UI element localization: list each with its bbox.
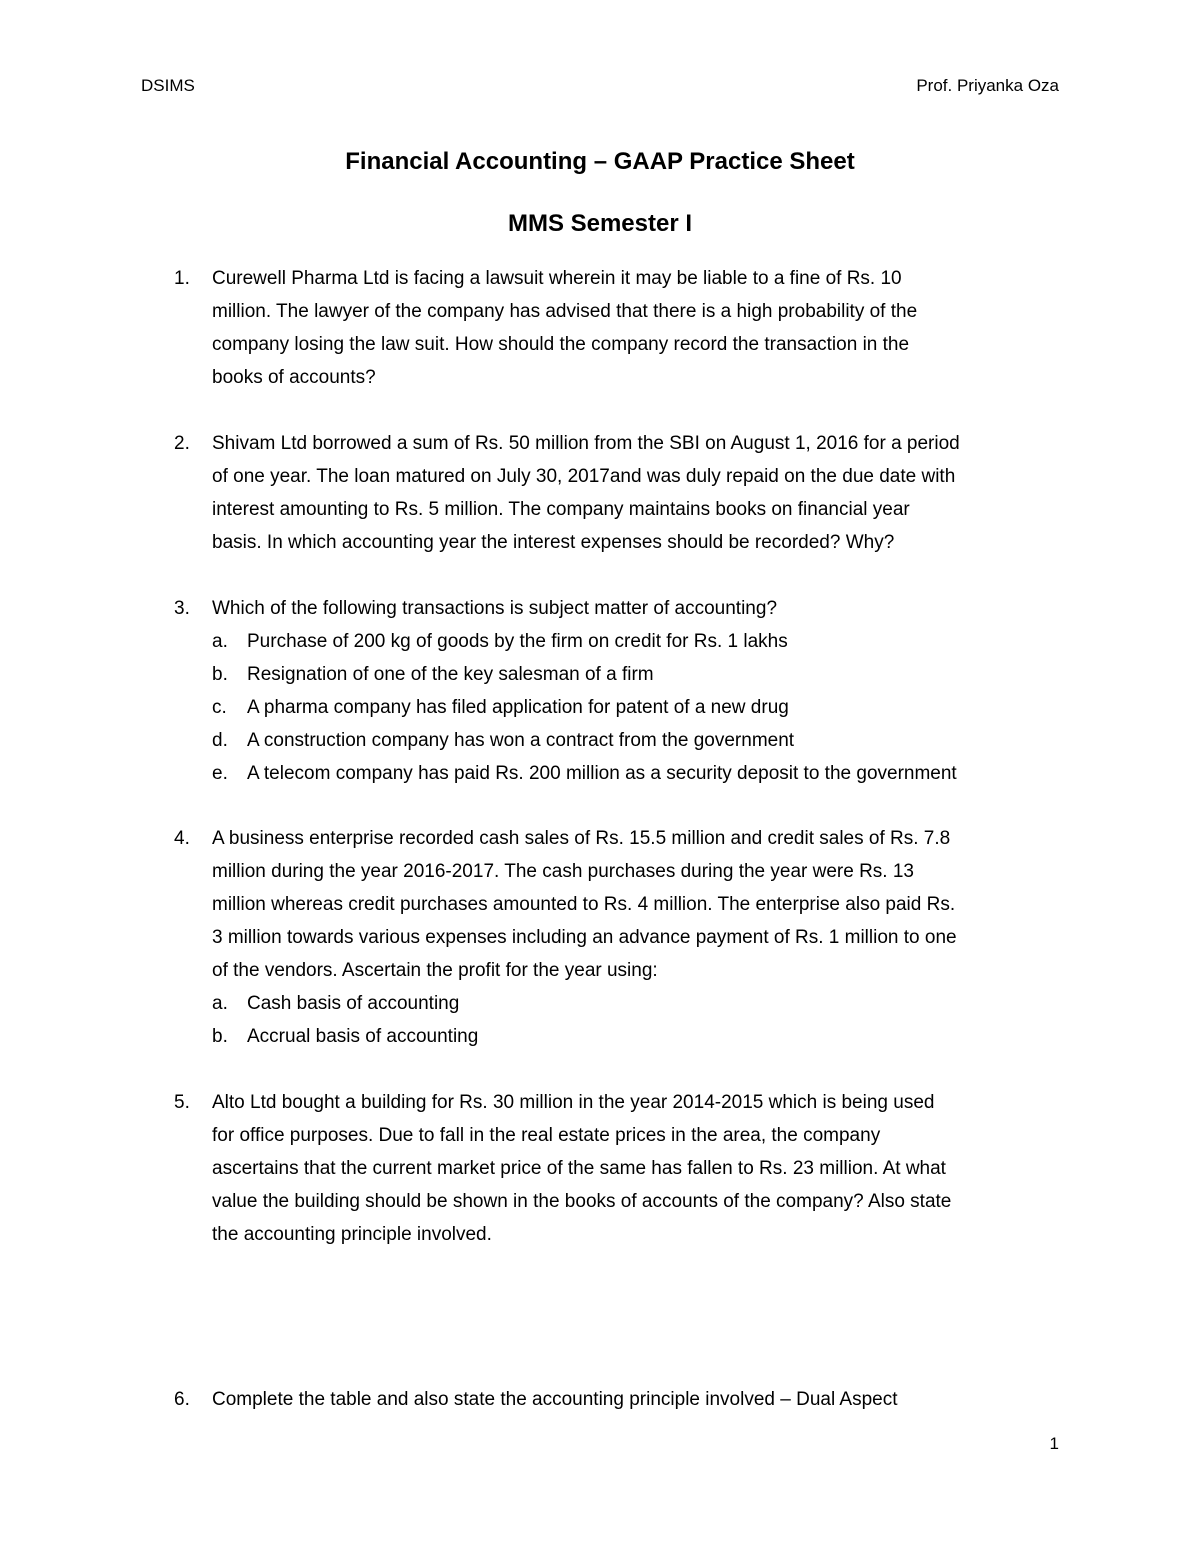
- option-text: Cash basis of accounting: [247, 993, 460, 1014]
- option-list: [212, 987, 1060, 1053]
- question-number: 2.: [174, 433, 190, 454]
- question-6: [140, 1383, 1060, 1416]
- option-text: Accrual basis of accounting: [247, 1026, 479, 1047]
- question-text: A business enterprise recorded cash sales of Rs. 15.5 million and credit sales of Rs. 7.8 million during the year 2016-2017. The cash purchases during the year were Rs. 13 million whereas credit purchases amounted to Rs. 4 million. The enterprise also paid Rs. 3 million towards various expenses including an advance payment of Rs. 1 million to one of the vendors. Ascertain the profit for the year using:: [212, 828, 957, 981]
- question-number: 4.: [174, 828, 190, 849]
- option-letter: b.: [212, 664, 228, 685]
- option-item: [212, 987, 1060, 1020]
- question-number: 3.: [174, 598, 190, 619]
- question-number: 6.: [174, 1389, 190, 1410]
- option-letter: b.: [212, 1026, 228, 1047]
- question-text: Shivam Ltd borrowed a sum of Rs. 50 million from the SBI on August 1, 2016 for a period of one year. The loan matured on July 30, 2017and was duly repaid on the due date with interest amounting to Rs. 5 million. The company maintains books on financial year basis. In which accounting year the interest expenses should be recorded? Why?: [212, 433, 960, 553]
- question-text: Which of the following transactions is subject matter of accounting?: [212, 598, 778, 619]
- question-number: 1.: [174, 268, 190, 289]
- question-1: [140, 262, 1060, 394]
- question-2: [140, 427, 1060, 559]
- option-text: A telecom company has paid Rs. 200 million as a security deposit to the government: [247, 763, 957, 784]
- question-4: [140, 822, 1060, 1053]
- question-text: Complete the table and also state the accounting principle involved – Dual Aspect: [212, 1389, 898, 1410]
- option-text: A pharma company has filed application for patent of a new drug: [247, 697, 789, 718]
- question-text: Alto Ltd bought a building for Rs. 30 million in the year 2014-2015 which is being used for office purposes. Due to fall in the real estate prices in the area, the company ascertains that the current market price of the same has fallen to Rs. 23 million. At what value the building should be shown in the books of accounts of the company? Also state the accounting principle involved.: [212, 1092, 952, 1245]
- document-title: Financial Accounting – GAAP Practice Sheet: [345, 148, 855, 175]
- option-text: Resignation of one of the key salesman of a firm: [247, 664, 654, 685]
- option-letter: c.: [212, 697, 227, 718]
- question-3: [140, 592, 1060, 790]
- header-institution: DSIMS: [141, 76, 195, 95]
- question-5: [140, 1086, 1060, 1251]
- option-item: [212, 625, 1060, 658]
- option-item: [212, 658, 1060, 691]
- option-list: [212, 625, 1060, 790]
- option-item: [212, 691, 1060, 724]
- option-letter: a.: [212, 993, 228, 1014]
- document-subtitle: MMS Semester I: [507, 210, 693, 237]
- option-item: [212, 724, 1060, 757]
- header-author: Prof. Priyanka Oza: [916, 76, 1059, 95]
- page-number: 1: [1049, 1434, 1059, 1453]
- option-text: A construction company has won a contract from the government: [247, 730, 795, 751]
- option-item: [212, 757, 1060, 790]
- question-text: Curewell Pharma Ltd is facing a lawsuit wherein it may be liable to a fine of Rs. 10 million. The lawyer of the company has advised that there is a high probability of the company losing the law suit. How should the company record the transaction in the books of accounts?: [212, 268, 918, 388]
- option-letter: a.: [212, 631, 228, 652]
- option-text: Purchase of 200 kg of goods by the firm on credit for Rs. 1 lakhs: [247, 631, 788, 652]
- option-letter: d.: [212, 730, 228, 751]
- option-item: [212, 1020, 1060, 1053]
- option-letter: e.: [212, 763, 228, 784]
- question-number: 5.: [174, 1092, 190, 1113]
